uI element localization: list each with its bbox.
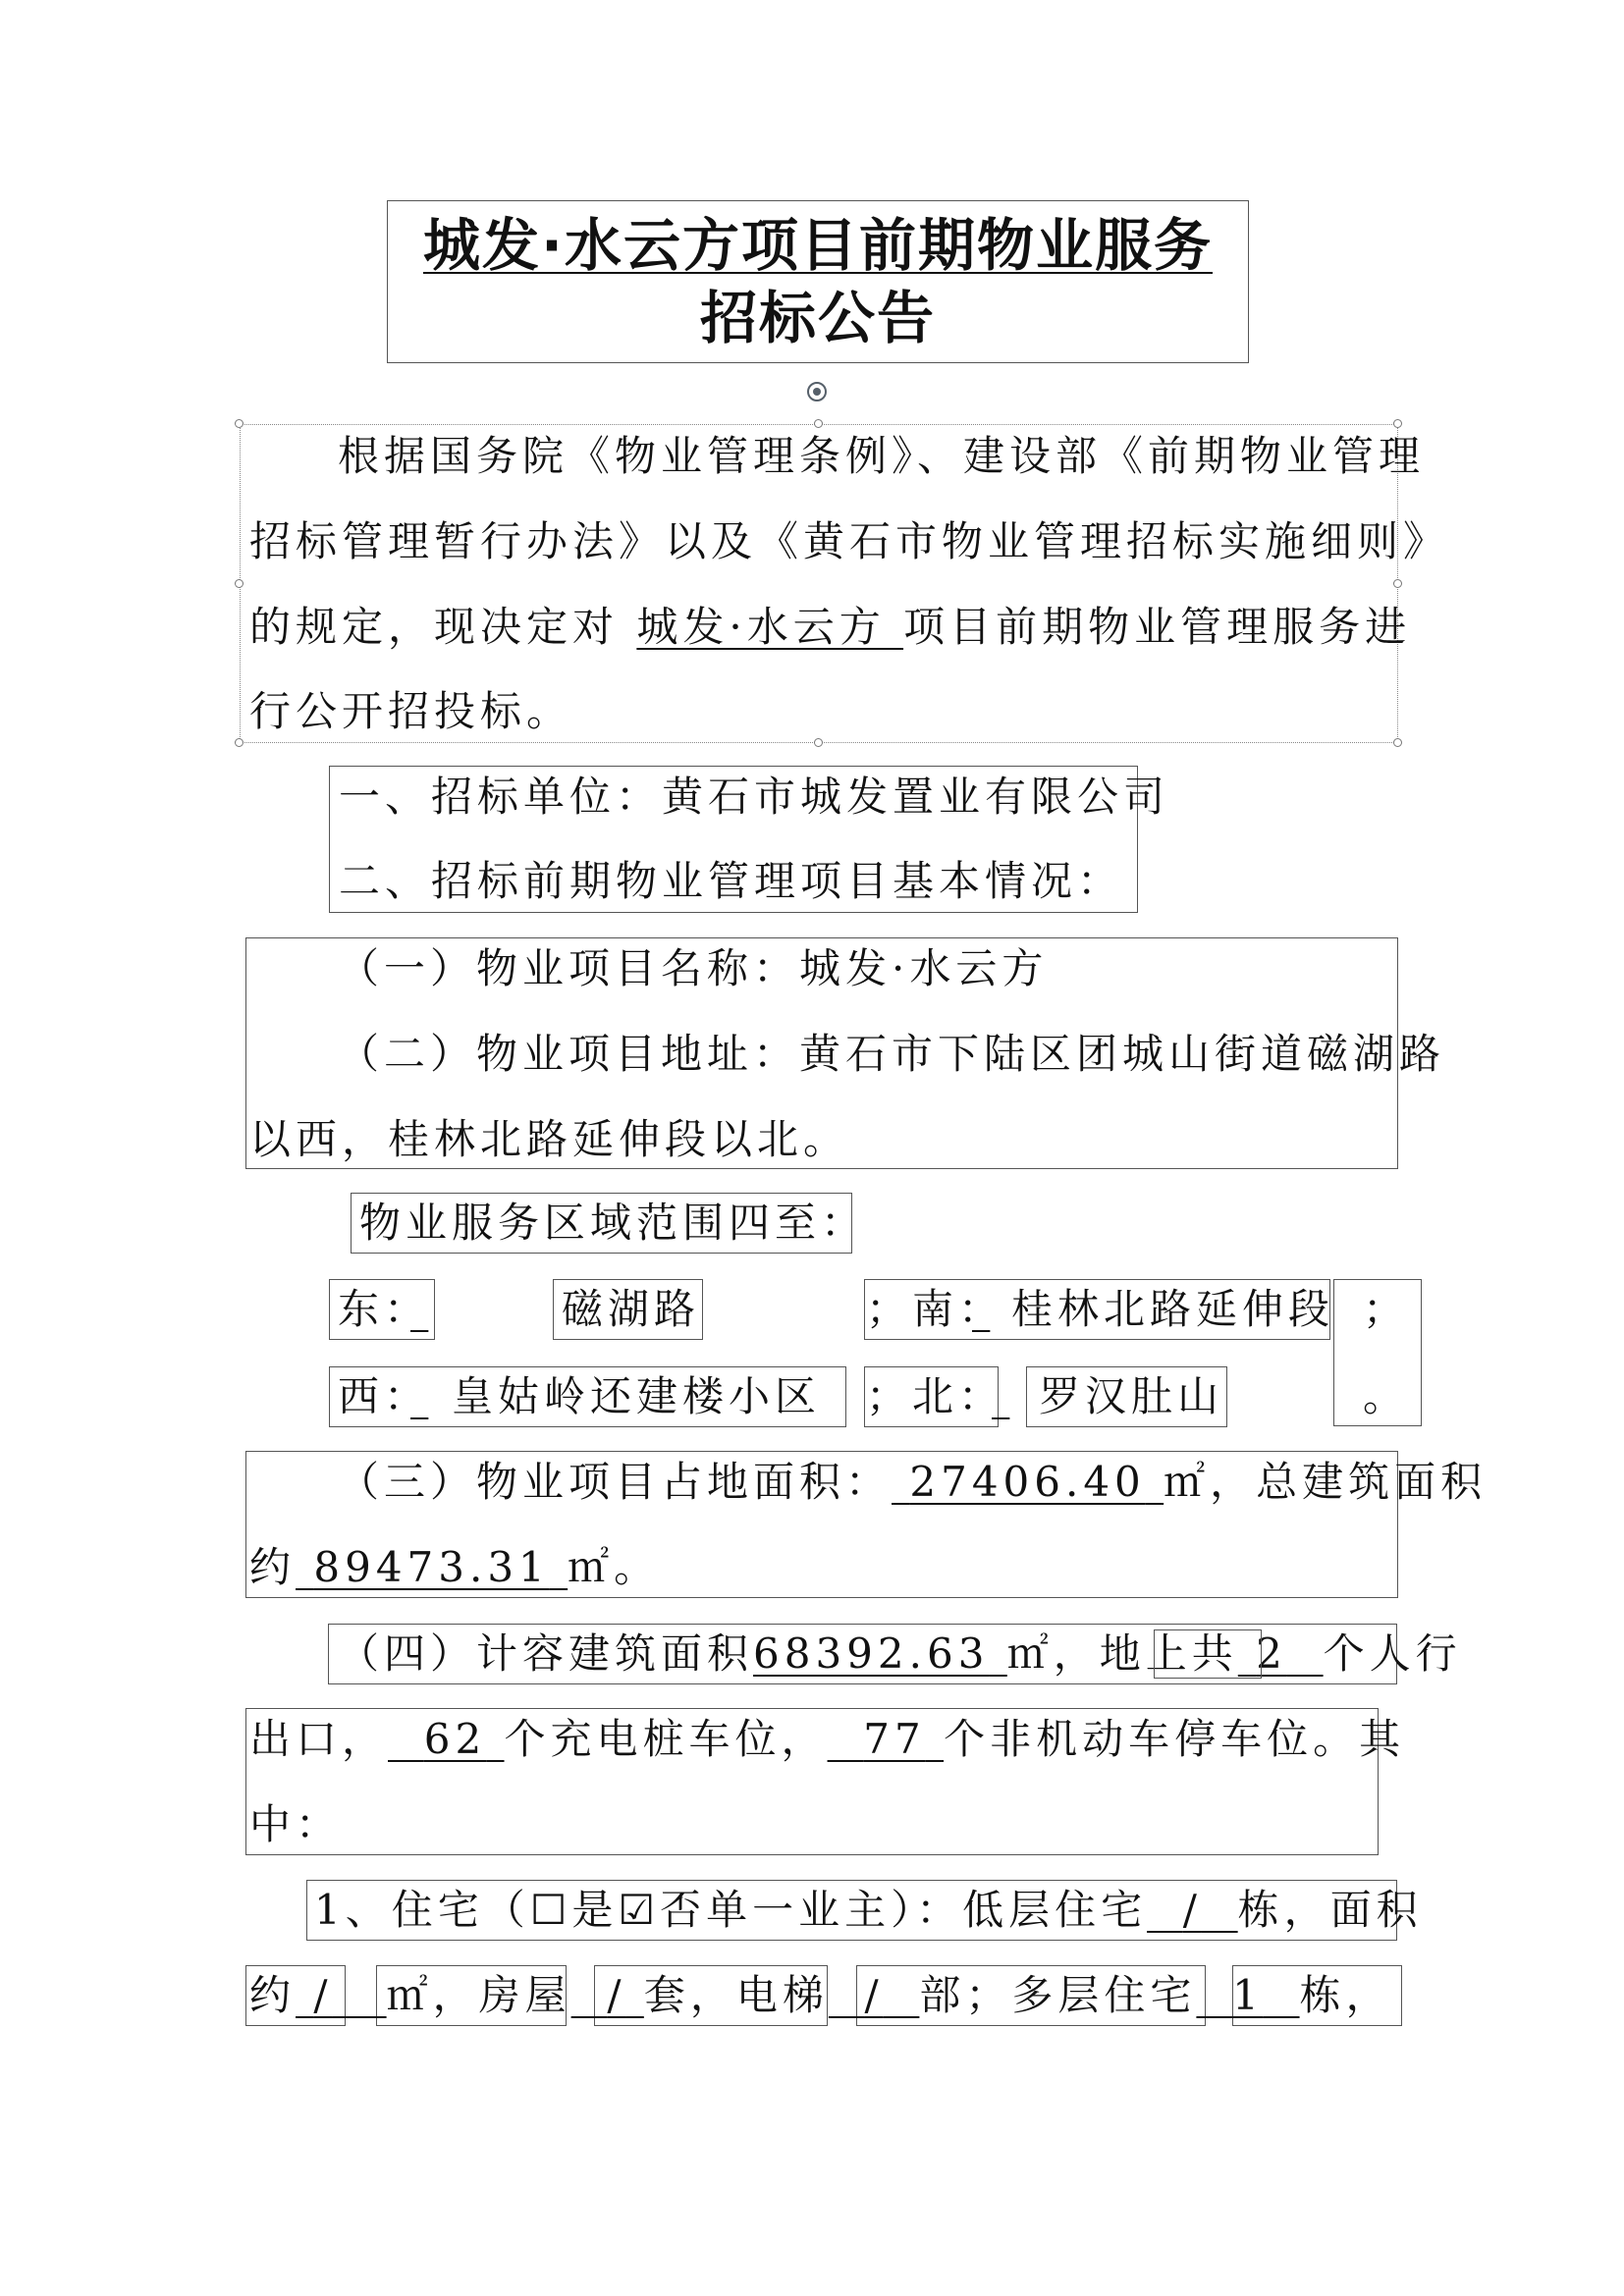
intro-line-3-start: 的规定，现决定对 <box>249 603 637 651</box>
item-3-total-label: ㎡，总建筑面积 <box>1164 1458 1488 1506</box>
south-label: ；南： <box>866 1285 1005 1333</box>
boundary-heading: 物业服务区域范围四至： <box>359 1199 868 1247</box>
section-1-tender-unit: 一、招标单位：黄石市城发置业有限公司 <box>339 773 1170 821</box>
item-3-unit: ㎡。 <box>568 1543 661 1591</box>
residential-area-label: 栋，面积 <box>1237 1886 1423 1934</box>
item-4-exits-suffix: 个人行 <box>1323 1629 1462 1678</box>
residential-low-rise: / <box>1182 1886 1202 1934</box>
south-value: 桂林北路延伸段 <box>1011 1285 1335 1333</box>
checkbox-unchecked-icon[interactable]: ☐ <box>529 1886 572 1934</box>
item-3-approx: 约 <box>249 1543 297 1591</box>
item-3-line-2 <box>249 1543 660 1592</box>
residential-line-1 <box>314 1886 1423 1935</box>
residential-approx: 约 <box>249 1971 297 2019</box>
item-4-far-label: （四）计容建筑面积 <box>338 1629 754 1678</box>
resize-handle-tm[interactable] <box>814 419 823 428</box>
item-3-line-1 <box>338 1458 1487 1507</box>
checkbox-checked-icon[interactable]: ☑ <box>618 1886 661 1934</box>
resize-handle-bm[interactable] <box>814 738 823 747</box>
residential-no-label: 否单一业主）：低层住宅 <box>660 1886 1148 1934</box>
item-4-line-2 <box>249 1715 1405 1764</box>
residential-units-label: ㎡，房屋 <box>386 1971 571 2019</box>
item-3-land-area: 27406.40 <box>909 1458 1146 1506</box>
south-end-punct: ； <box>1363 1285 1410 1333</box>
item-1-project-name: （一）物业项目名称：城发·水云方 <box>338 944 1049 992</box>
west-value: 皇姑岭还建楼小区 <box>452 1372 822 1420</box>
residential-line-2 <box>249 1971 1392 2020</box>
resize-handle-tl[interactable] <box>235 419 244 428</box>
item-4-far-area: 68392.63 <box>753 1629 990 1678</box>
resize-handle-mr[interactable] <box>1393 579 1402 588</box>
item-4-exits-word: 出口， <box>249 1715 389 1763</box>
item-2-address-line-2: 以西，桂林北路延伸段以北。 <box>249 1115 850 1163</box>
residential-yes-label: 是 <box>571 1886 619 1934</box>
north-label: ；北： <box>866 1372 1005 1420</box>
item-4-charging-label: 个充电桩车位， <box>504 1715 828 1763</box>
residential-units: / <box>607 1971 626 2019</box>
residential-mid-rise: 1 <box>1232 1971 1264 2019</box>
item-4-exits: 2 <box>1256 1629 1287 1678</box>
residential-label: 1、住宅（ <box>314 1886 530 1934</box>
intro-line-2: 招标管理暂行办法》以及《黄石市物业管理招标实施细则》 <box>249 517 1450 565</box>
item-4-exits-label: ㎡，地上共 <box>1006 1629 1238 1678</box>
document-title <box>387 200 1249 363</box>
item-3-total-area: 89473.31 <box>313 1543 550 1591</box>
resize-handle-br[interactable] <box>1393 738 1402 747</box>
item-4-line-1 <box>338 1629 1462 1679</box>
intro-project-name: 城发·水云方 <box>636 603 904 651</box>
title-line-2: 招标公告 <box>699 285 936 351</box>
north-end-punct: 。 <box>1363 1372 1410 1420</box>
north-value: 罗汉肚山 <box>1039 1372 1224 1420</box>
residential-building-unit: 栋， <box>1299 1971 1392 2019</box>
intro-line-4: 行公开招投标。 <box>249 687 573 735</box>
residential-elevators: / <box>864 1971 884 2019</box>
east-label: 东： <box>338 1285 431 1333</box>
item-2-address-line-1: （二）物业项目地址：黄石市下陆区团城山街道磁湖路 <box>338 1030 1446 1078</box>
residential-area: / <box>313 1971 333 2019</box>
resize-handle-ml[interactable] <box>235 579 244 588</box>
item-4-exits-box <box>1154 1629 1262 1679</box>
item-4-line-3: 中： <box>249 1800 343 1848</box>
rotate-handle-icon[interactable] <box>807 382 827 401</box>
item-4-nonmotor-label: 个非机动车停车位。其 <box>944 1715 1406 1763</box>
item-4-nonmotor: 77 <box>863 1715 926 1763</box>
resize-handle-bl[interactable] <box>235 738 244 747</box>
item-4-charging: 62 <box>423 1715 487 1763</box>
residential-mid-rise-label: 部；多层住宅 <box>919 1971 1197 2019</box>
title-line-1: 城发·水云方项目前期物业服务 <box>422 212 1214 279</box>
residential-elevator-label: 套，电梯 <box>643 1971 829 2019</box>
item-3-land-label: （三）物业项目占地面积： <box>338 1458 893 1506</box>
resize-handle-tr[interactable] <box>1393 419 1402 428</box>
section-2-project-info: 二、招标前期物业管理项目基本情况： <box>339 857 1124 905</box>
east-value: 磁湖路 <box>562 1285 701 1333</box>
west-label: 西： <box>338 1372 431 1420</box>
intro-line-1: 根据国务院《物业管理条例》、建设部《前期物业管理 <box>338 432 1426 480</box>
intro-line-3 <box>249 603 1411 652</box>
intro-line-3-end: 项目前期物业管理服务进 <box>903 603 1412 651</box>
